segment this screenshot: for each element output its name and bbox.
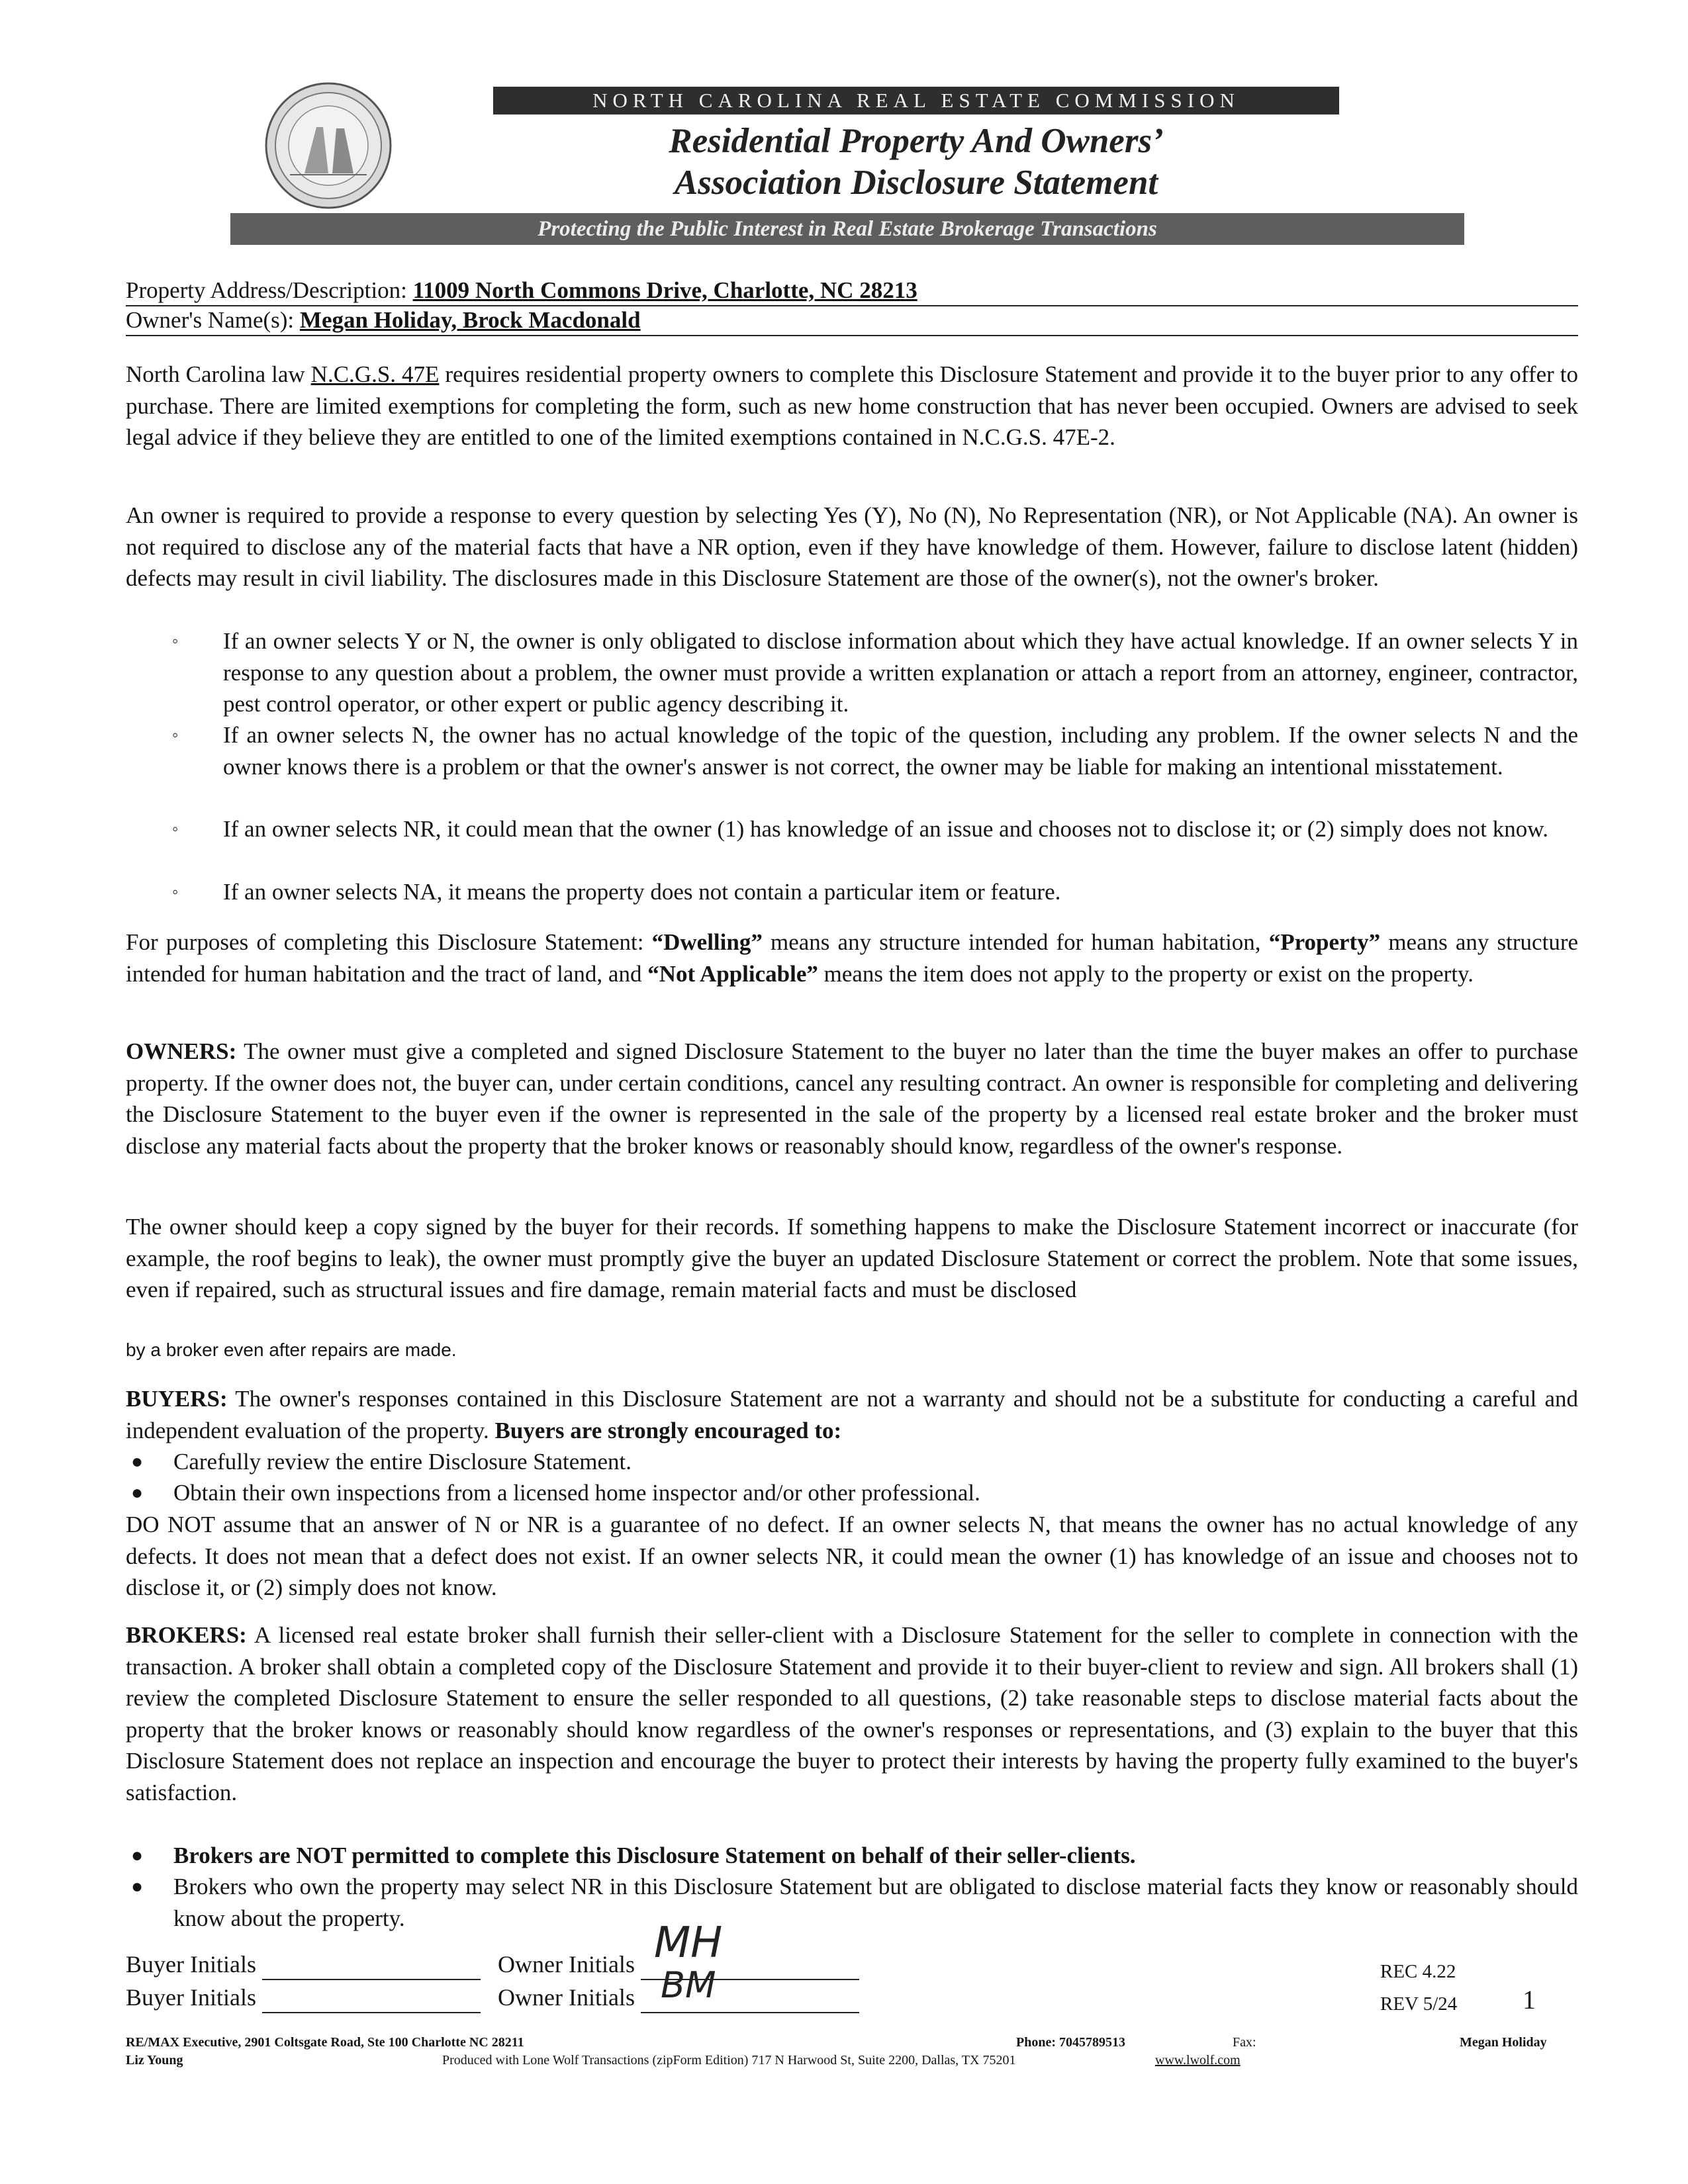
brokers-heading: BROKERS: bbox=[126, 1622, 247, 1648]
owners-name-line bbox=[126, 306, 1578, 336]
definitions-paragraph: For purposes of completing this Disclosure Statement: “Dwelling” means any structure intended for human habitation, “Property” means any structure intended for human habitation and the tract of land, and “Not Applicable” means the item does not apply to the property or exist on the property. bbox=[126, 929, 1579, 987]
hollow-bullet-icon: ◦ bbox=[172, 725, 179, 745]
response-instructions: An owner is required to provide a response to every question by selecting Yes (Y), No (N), No Representation (NR), or Not Applicable (NA). An owner is not required to disclose any of the material facts that have a NR option, even if they have knowledge of them. However, failure to disclose latent (hidden) defects may result in civil liability. The disclosures made in this Disclosure Statement are those of the owner(s), not the owner's broker. bbox=[126, 502, 1578, 591]
bullet-icon: ● bbox=[131, 1844, 144, 1866]
buyer-initials-field[interactable] bbox=[262, 1950, 481, 1980]
form-title-line2: Association Disclosure Statement bbox=[674, 163, 1158, 202]
tagline-banner: Protecting the Public Interest in Real Estate Brokerage Transactions bbox=[230, 213, 1464, 245]
buyer-initials-row-1 bbox=[126, 1948, 481, 1980]
buyers-warning-paragraph: DO NOT assume that an answer of N or NR is a guarantee of no defect. If an owner selects N, that means the owner has no actual knowledge of any defects. It does not mean that a defect does not exist. If an owner selects NR, it could mean the owner (1) has knowledge of an issue and chooses not to disclose it, or (2) simply does not know. bbox=[126, 1512, 1578, 1600]
owner-update-tail: by a broker even after repairs are made. bbox=[126, 1340, 457, 1360]
bullet-icon: ● bbox=[131, 1482, 144, 1504]
owner-initials-row-2 bbox=[498, 1964, 859, 2013]
hollow-bullet-icon: ◦ bbox=[172, 882, 179, 901]
intro-paragraph: North Carolina law N.C.G.S. 47E requires residential property owners to complete this Disclosure Statement and provide it to the buyer prior to any offer to purchase. There are limited exemptions for completing the form, such as new home construction that has never been occupied. Owners are advised to seek legal advice if they believe they are entitled to one of the limited exemptions contained in N.C.G.S. 47E-2. bbox=[126, 361, 1578, 450]
brokerage-office: RE/MAX Executive, 2901 Coltsgate Road, Ste 100 Charlotte NC 28211 bbox=[126, 2035, 524, 2050]
owner-update-paragraph: The owner should keep a copy signed by the buyer for their records. If something happens to make the Disclosure Statement incorrect or inaccurate (for example, the roof begins to leak), the owner must promptly give the buyer an updated Disclosure Statement or correct the problem. Note that some issues, even if repaired, such as structural issues and fire damage, remain material facts and must be disclosed bbox=[126, 1214, 1578, 1302]
hollow-bullet-icon: ◦ bbox=[172, 819, 179, 839]
produced-by: Produced with Lone Wolf Transactions (zipForm Edition) 717 N Harwood St, Suite 2200, Dallas, TX 75201 bbox=[442, 2053, 1016, 2068]
owners-heading: OWNERS: bbox=[126, 1038, 237, 1064]
fax-label: Fax: bbox=[1233, 2035, 1256, 2050]
form-title-line1: Residential Property And Owners’ bbox=[669, 122, 1164, 160]
owners-name-label: Owner's Name(s): bbox=[126, 307, 295, 333]
hollow-bullet-icon: ◦ bbox=[172, 631, 179, 651]
property-address-label: Property Address/Description: bbox=[126, 277, 407, 303]
buyer-initials-row-2 bbox=[126, 1981, 481, 2013]
form-code: REC 4.22 bbox=[1380, 1961, 1456, 1982]
owner-initials-signature: BM bbox=[660, 1964, 716, 2006]
lwolf-link[interactable]: www.lwolf.com bbox=[1155, 2053, 1241, 2068]
property-address-value: 11009 North Commons Drive, Charlotte, NC 28213 bbox=[412, 277, 917, 303]
owner-initials-field[interactable] bbox=[641, 1964, 859, 2013]
form-revision: REV 5/24 bbox=[1380, 1993, 1458, 2015]
phone-number: Phone: 7045789513 bbox=[1016, 2035, 1125, 2050]
buyer-initials-label: Buyer Initials bbox=[126, 1984, 256, 2011]
statute-link: N.C.G.S. 47E bbox=[310, 361, 440, 387]
buyers-paragraph: BUYERS: The owner's responses contained in this Disclosure Statement are not a warranty and should not be a substitute for conducting a careful and independent evaluation of the property. Buyers are strongly encouraged to: bbox=[126, 1386, 1578, 1443]
owner-initials-signature: MH bbox=[653, 1919, 723, 1968]
commission-seal-logo bbox=[263, 81, 393, 210]
bullet-icon: ● bbox=[131, 1876, 144, 1897]
commission-banner: NORTH CAROLINA REAL ESTATE COMMISSION bbox=[493, 87, 1339, 114]
owner-initials-label: Owner Initials bbox=[498, 1951, 635, 1978]
buyer-initials-field[interactable] bbox=[262, 1983, 481, 2013]
property-address-line bbox=[126, 276, 1578, 306]
buyers-heading: BUYERS: bbox=[126, 1386, 228, 1412]
bullet-icon: ● bbox=[131, 1451, 144, 1473]
owners-name-value: Megan Holiday, Brock Macdonald bbox=[299, 307, 641, 333]
page-number: 1 bbox=[1523, 1985, 1536, 2015]
brokers-paragraph: BROKERS: A licensed real estate broker shall furnish their seller-client with a Disclosure Statement for the seller to complete in connection with the transaction. A broker shall obtain a completed copy of the Disclosure Statement and provide it to their buyer-client to review and sign. All brokers shall (1) review the completed Disclosure Statement to ensure the seller responded to all questions, (2) take reasonable steps to disclose material facts about the property that the broker knows or reasonably should know regardless of the owner's responses or representations, and (3) explain to the buyer that this Disclosure Statement does not replace an inspection and encourage the buyer to protect their interests by having the property fully examined to the buyer's satisfaction. bbox=[126, 1622, 1578, 1805]
agent-name: Liz Young bbox=[126, 2053, 183, 2068]
buyer-initials-label: Buyer Initials bbox=[126, 1951, 256, 1978]
owner-initials-label: Owner Initials bbox=[498, 1984, 635, 2011]
document-name: Megan Holiday bbox=[1460, 2035, 1547, 2050]
owners-paragraph: OWNERS: The owner must give a completed and signed Disclosure Statement to the buyer no later than the time the buyer makes an offer to purchase property. If the owner does not, the buyer can, under certain conditions, cancel any resulting contract. An owner is responsible for completing and delivering the Disclosure Statement to the buyer even if the owner is represented in the sale of the property by a licensed real estate broker and the broker must disclose any material facts about the property that the broker knows or reasonably should know, regardless of the owner's response. bbox=[126, 1038, 1578, 1159]
